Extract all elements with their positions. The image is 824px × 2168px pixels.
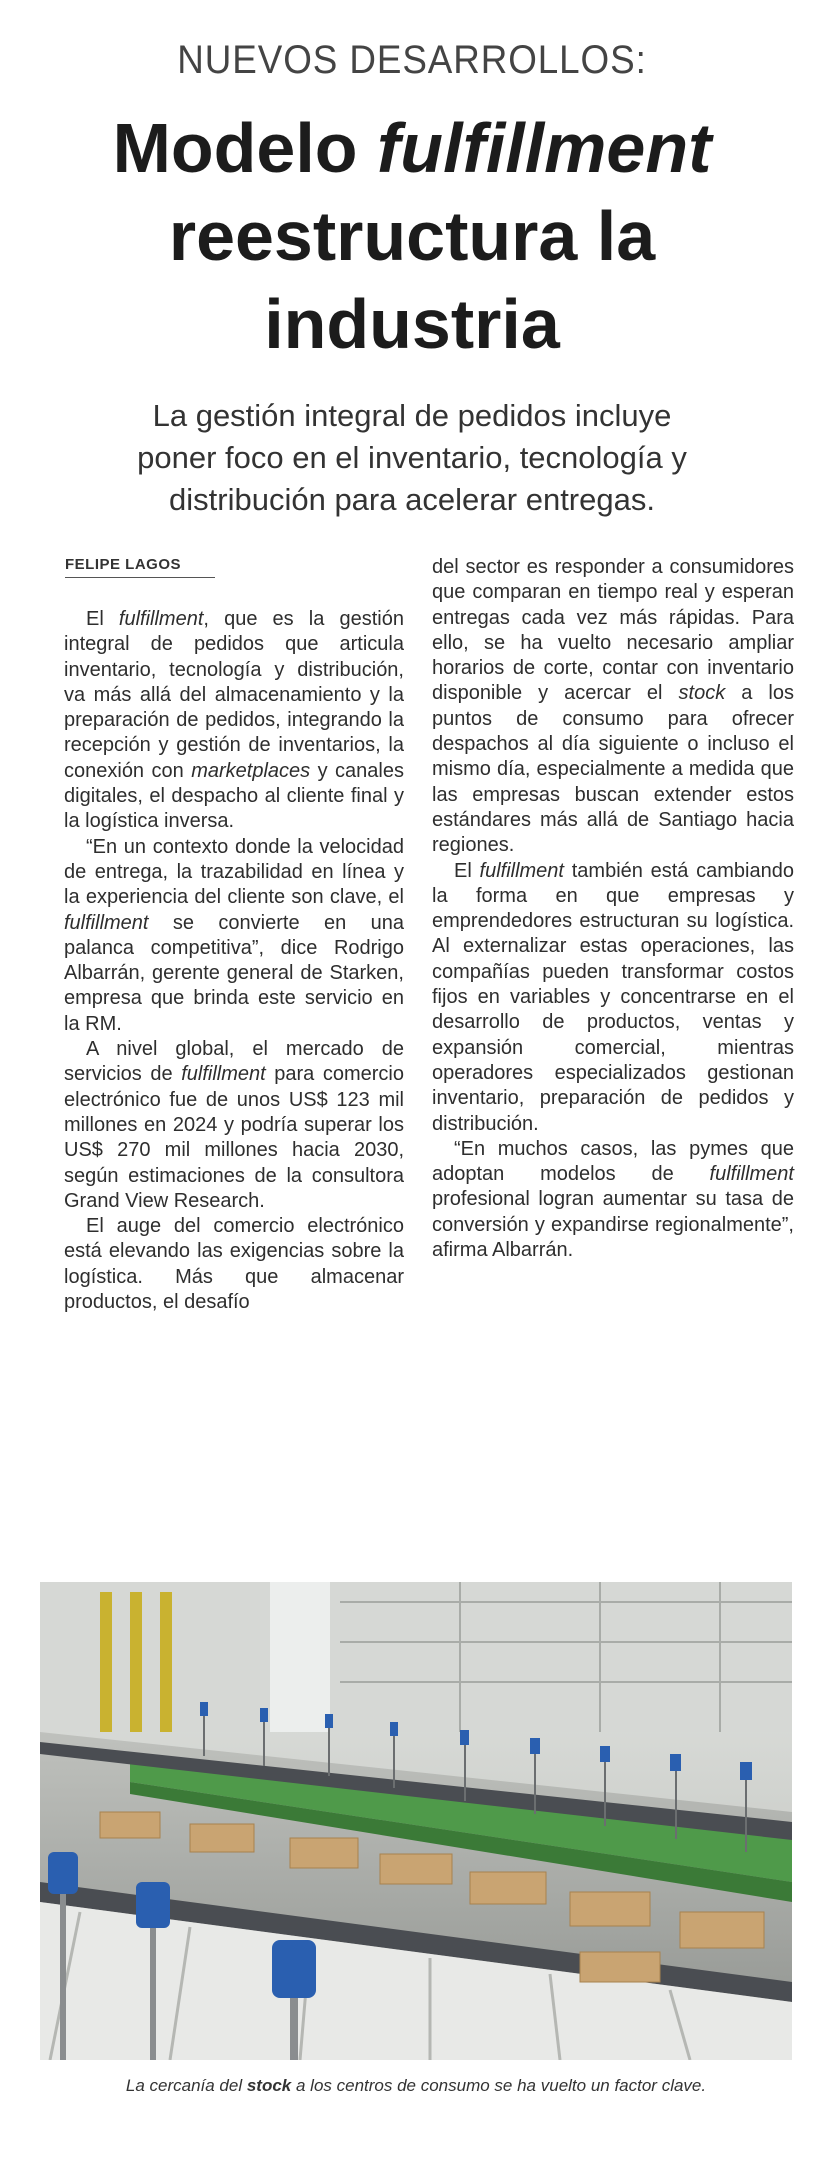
headline-line-3: industria (264, 285, 560, 363)
headline-word-fulfillment: fulfillment (377, 109, 712, 187)
headline-line-1 (0, 104, 824, 192)
warehouse-photo (40, 1582, 792, 2060)
body-paragraph: del sector es responder a consumidores que comparan en tiempo real y esperan entregas cada vez más rápidas. Para ello, se ha vuelto necesario ampliar horarios de corte, contar con inventario disponible y acercar el stock a los puntos de consumo para ofrecer despachos al día siguiente o incluso el mismo día, especialmente a medida que las empresas buscan extender estos estándares más allá de Santiago hacia regiones. (432, 556, 794, 857)
headline-word-modelo: Modelo (112, 109, 377, 187)
body-paragraph: “En un contexto donde la velocidad de entrega, la trazabilidad en línea y la experiencia del cliente son clave, el fulfillment se convierte en una palanca competitiva”, dice Rodrigo Albarrán, gerente general de Starken, empresa que brinda este servicio en la RM. (64, 835, 404, 1035)
deck-line-3: distribución para acelerar entregas. (169, 482, 655, 517)
body-paragraph: El fulfillment, que es la gestión integral de pedidos que articula inventario, tecnología y distribución, va más allá del almacenamiento y la preparación de pedidos, integrando la recepción y gestión de inventarios, la conexión con marketplaces y canales digitales, el despacho al cliente final y la logística inversa. (64, 608, 404, 833)
headline-line-2: reestructura la (168, 197, 656, 275)
section-kicker: NUEVOS DESARROLLOS: (177, 38, 647, 82)
author-byline: FELIPE LAGOS (65, 556, 215, 578)
pull-quote-paragraph: “En muchos casos, las pymes que adoptan modelos de fulfillment profesional logran aumentar su tasa de conversión y expandirse regionalmente”, afirma Albarrán. (432, 1137, 794, 1262)
headline (0, 104, 824, 368)
article-deck (60, 395, 764, 521)
photo-caption: La cercanía del stock a los centros de consumo se ha vuelto un factor clave. (125, 2076, 707, 2095)
body-paragraph: El auge del comercio electrónico está elevando las exigencias sobre la logística. Más que almacenar productos, el desafío (64, 1215, 404, 1314)
body-paragraph: El fulfillment también está cambiando la forma en que empresas y emprendedores estructuran su logística. Al externalizar estas operaciones, las compañías pueden transformar costos fijos en variables y concentrarse en el desarrollo de productos, ventas y expansión comercial, mientras operadores especializados gestionan inventario, preparación de pedidos y distribución. (432, 859, 794, 1135)
warehouse-conveyor-illustration (40, 1582, 792, 2060)
body-column-right (432, 555, 794, 1263)
body-column-left (64, 607, 404, 1315)
deck-line-2: poner foco en el inventario, tecnología y (137, 440, 687, 475)
body-paragraph: A nivel global, el mercado de servicios de fulfillment para comercio electrónico fue de unos US$ 123 mil millones en 2024 y podría superar los US$ 270 mil millones hacia 2030, según estimaciones de la consultora Grand View Research. (64, 1038, 405, 1212)
deck-line-1: La gestión integral de pedidos incluye (152, 398, 672, 433)
